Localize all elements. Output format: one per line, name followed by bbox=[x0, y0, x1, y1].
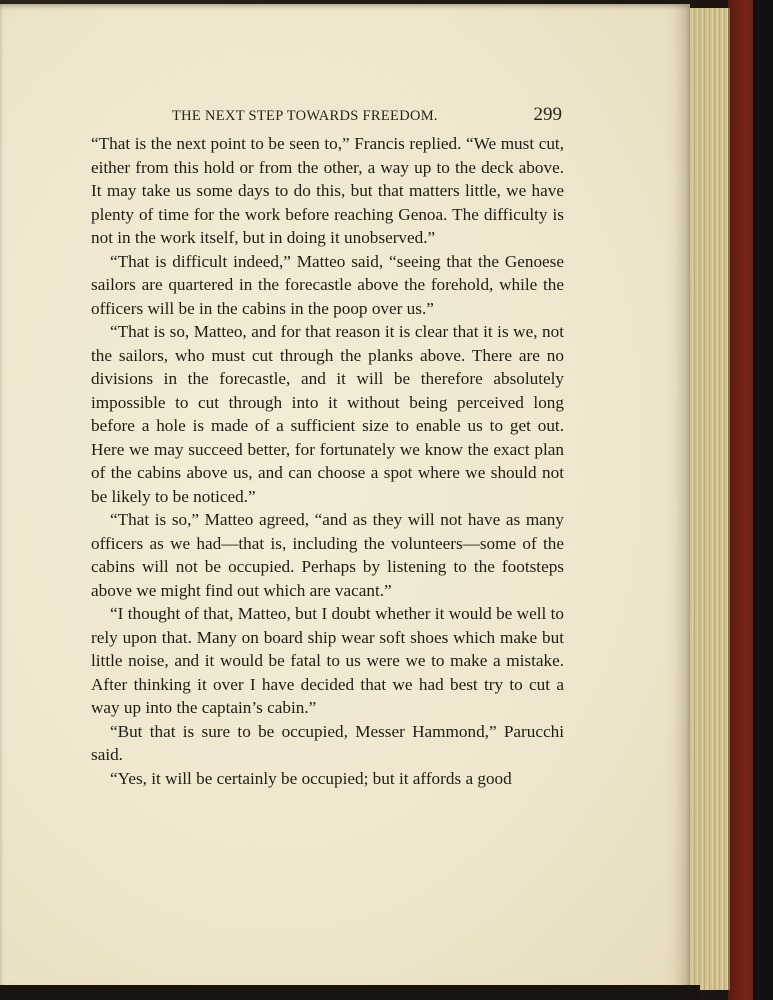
paragraph: “That is difficult indeed,” Matteo said, “seeing that the Genoese sailors are quartered in the forecastle above the forehold, while the officers will be in the cabins in the poop over us.” bbox=[91, 251, 564, 318]
paragraph: “That is so, Matteo, and for that reason it is clear that it is we, not the sailors, who must cut through the planks above. There are no divisions in the forecastle, and it will be therefore absolutely impossible to cut through into it without being perceived long before a hole is made of a sufficient size to enable us to get out. Here we may succeed better, for fortunately we know the exact plan of the cabins above us, and can choose a spot where we should not be likely to be noticed.” bbox=[91, 322, 564, 506]
running-title: THE NEXT STEP TOWARDS FREEDOM. bbox=[172, 108, 438, 124]
page-header bbox=[172, 104, 568, 130]
paragraph: “But that is sure to be occupied, Messer Hammond,” Parucchi said. bbox=[91, 721, 564, 764]
scan-margin bbox=[753, 0, 773, 1000]
paragraph: “Yes, it will be certainly be occupied; but it affords a good bbox=[110, 768, 512, 788]
page-number: 299 bbox=[533, 104, 562, 125]
paragraph: “That is the next point to be seen to,” Francis replied. “We must cut, either from this hold or from the other, a way up to the deck above. It may take us some days to do this, but that matters little, we have plenty of time for the work before reaching Genoa. The difficulty is not in the work itself, but in doing it unobserved.” bbox=[91, 134, 564, 247]
paragraph: “I thought of that, Matteo, but I doubt whether it would be well to rely upon that. Many on board ship wear soft shoes which make but little noise, and it would be fatal to us were we to make a mistake. After thinking it over I have decided that we had best try to cut a way up into the captain’s cabin.” bbox=[91, 604, 564, 717]
paragraph: “That is so,” Matteo agreed, “and as they will not have as many officers as we had—that is, including the volunteers—some of the cabins will not be occupied. Perhaps by listening to the footsteps above we might find out which are vacant.” bbox=[91, 510, 564, 600]
body-text bbox=[91, 132, 564, 790]
scan-bottom-edge bbox=[0, 985, 700, 1000]
